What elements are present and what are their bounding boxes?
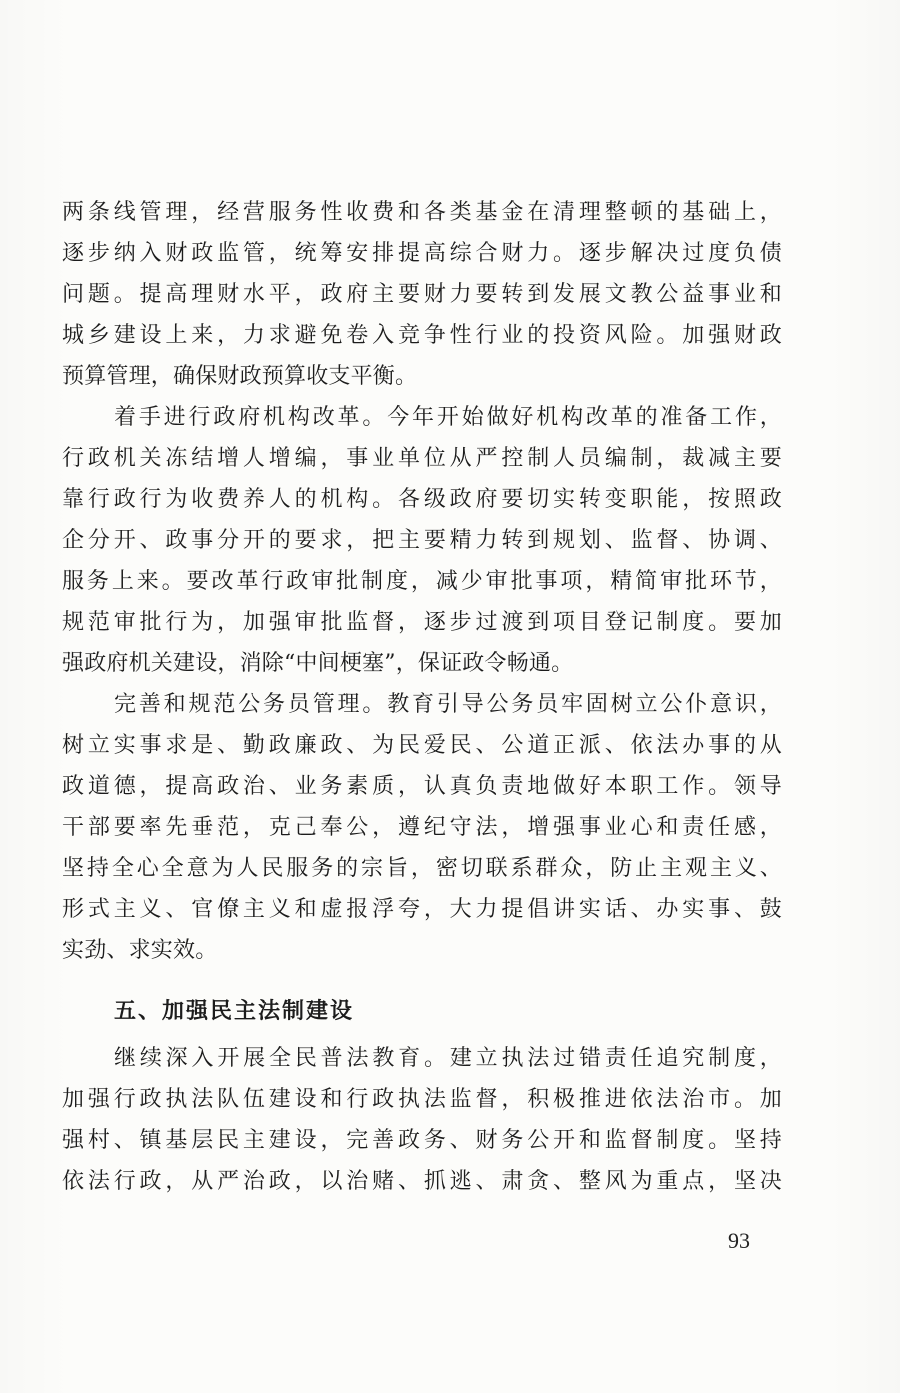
text-line: 实劲、求实效。 [62,938,218,963]
text-line: 树立实事求是、勤政廉政、为民爱民、公道正派、依法办事的从 [62,733,782,758]
text-line: 问题。提高理财水平，政府主要财力要转到发展文教公益事业和 [62,282,782,307]
paragraph-finance [62,192,782,397]
paragraph-institutional-reform [62,397,782,684]
text-line: 加强行政执法队伍建设和行政执法监督，积极推进依法治市。加 [62,1087,782,1112]
text-line: 强村、镇基层民主建设，完善政务、财务公开和监督制度。坚持 [62,1128,782,1153]
text-line: 形式主义、官僚主义和虚报浮夸，大力提倡讲实话、办实事、鼓 [62,897,782,922]
paragraph-civil-servants [62,684,782,971]
text-line: 坚持全心全意为人民服务的宗旨，密切联系群众，防止主观主义、 [62,856,782,881]
text-line: 服务上来。要改革行政审批制度，减少审批事项，精简审批环节， [62,569,782,594]
body-text [62,192,782,1202]
text-line: 规范审批行为，加强审批监督，逐步过渡到项目登记制度。要加 [62,610,782,635]
text-line: 依法行政，从严治政，以治赌、抓逃、肃贪、整风为重点，坚决 [62,1169,782,1194]
page-number: 93 [728,1228,750,1253]
text-line: 强政府机关建设，消除“中间梗塞”，保证政令畅通。 [62,651,574,676]
text-line: 靠行政行为收费养人的机构。各级政府要切实转变职能，按照政 [62,487,782,512]
text-line: 完善和规范公务员管理。教育引导公务员牢固树立公仆意识， [114,692,782,717]
text-line: 继续深入开展全民普法教育。建立执法过错责任追究制度， [114,1046,782,1071]
text-line: 着手进行政府机构改革。今年开始做好机构改革的准备工作， [114,405,782,430]
text-line: 行政机关冻结增人增编，事业单位从严控制人员编制，裁减主要 [62,446,782,471]
text-line: 预算管理，确保财政预算收支平衡。 [62,364,418,389]
paragraph-legal-education [62,1038,782,1202]
text-line: 逐步纳入财政监管，统筹安排提高综合财力。逐步解决过度负债 [62,241,782,266]
text-line: 城乡建设上来，力求避免卷入竞争性行业的投资风险。加强财政 [62,323,782,348]
section-heading: 五、加强民主法制建设 [114,999,355,1024]
text-line: 政道德，提高政治、业务素质，认真负责地做好本职工作。领导 [62,774,782,799]
text-line: 干部要率先垂范，克己奉公，遵纪守法，增强事业心和责任感， [62,815,782,840]
text-line: 两条线管理，经营服务性收费和各类基金在清理整顿的基础上， [62,200,782,225]
text-line: 企分开、政事分开的要求，把主要精力转到规划、监督、协调、 [62,528,782,553]
